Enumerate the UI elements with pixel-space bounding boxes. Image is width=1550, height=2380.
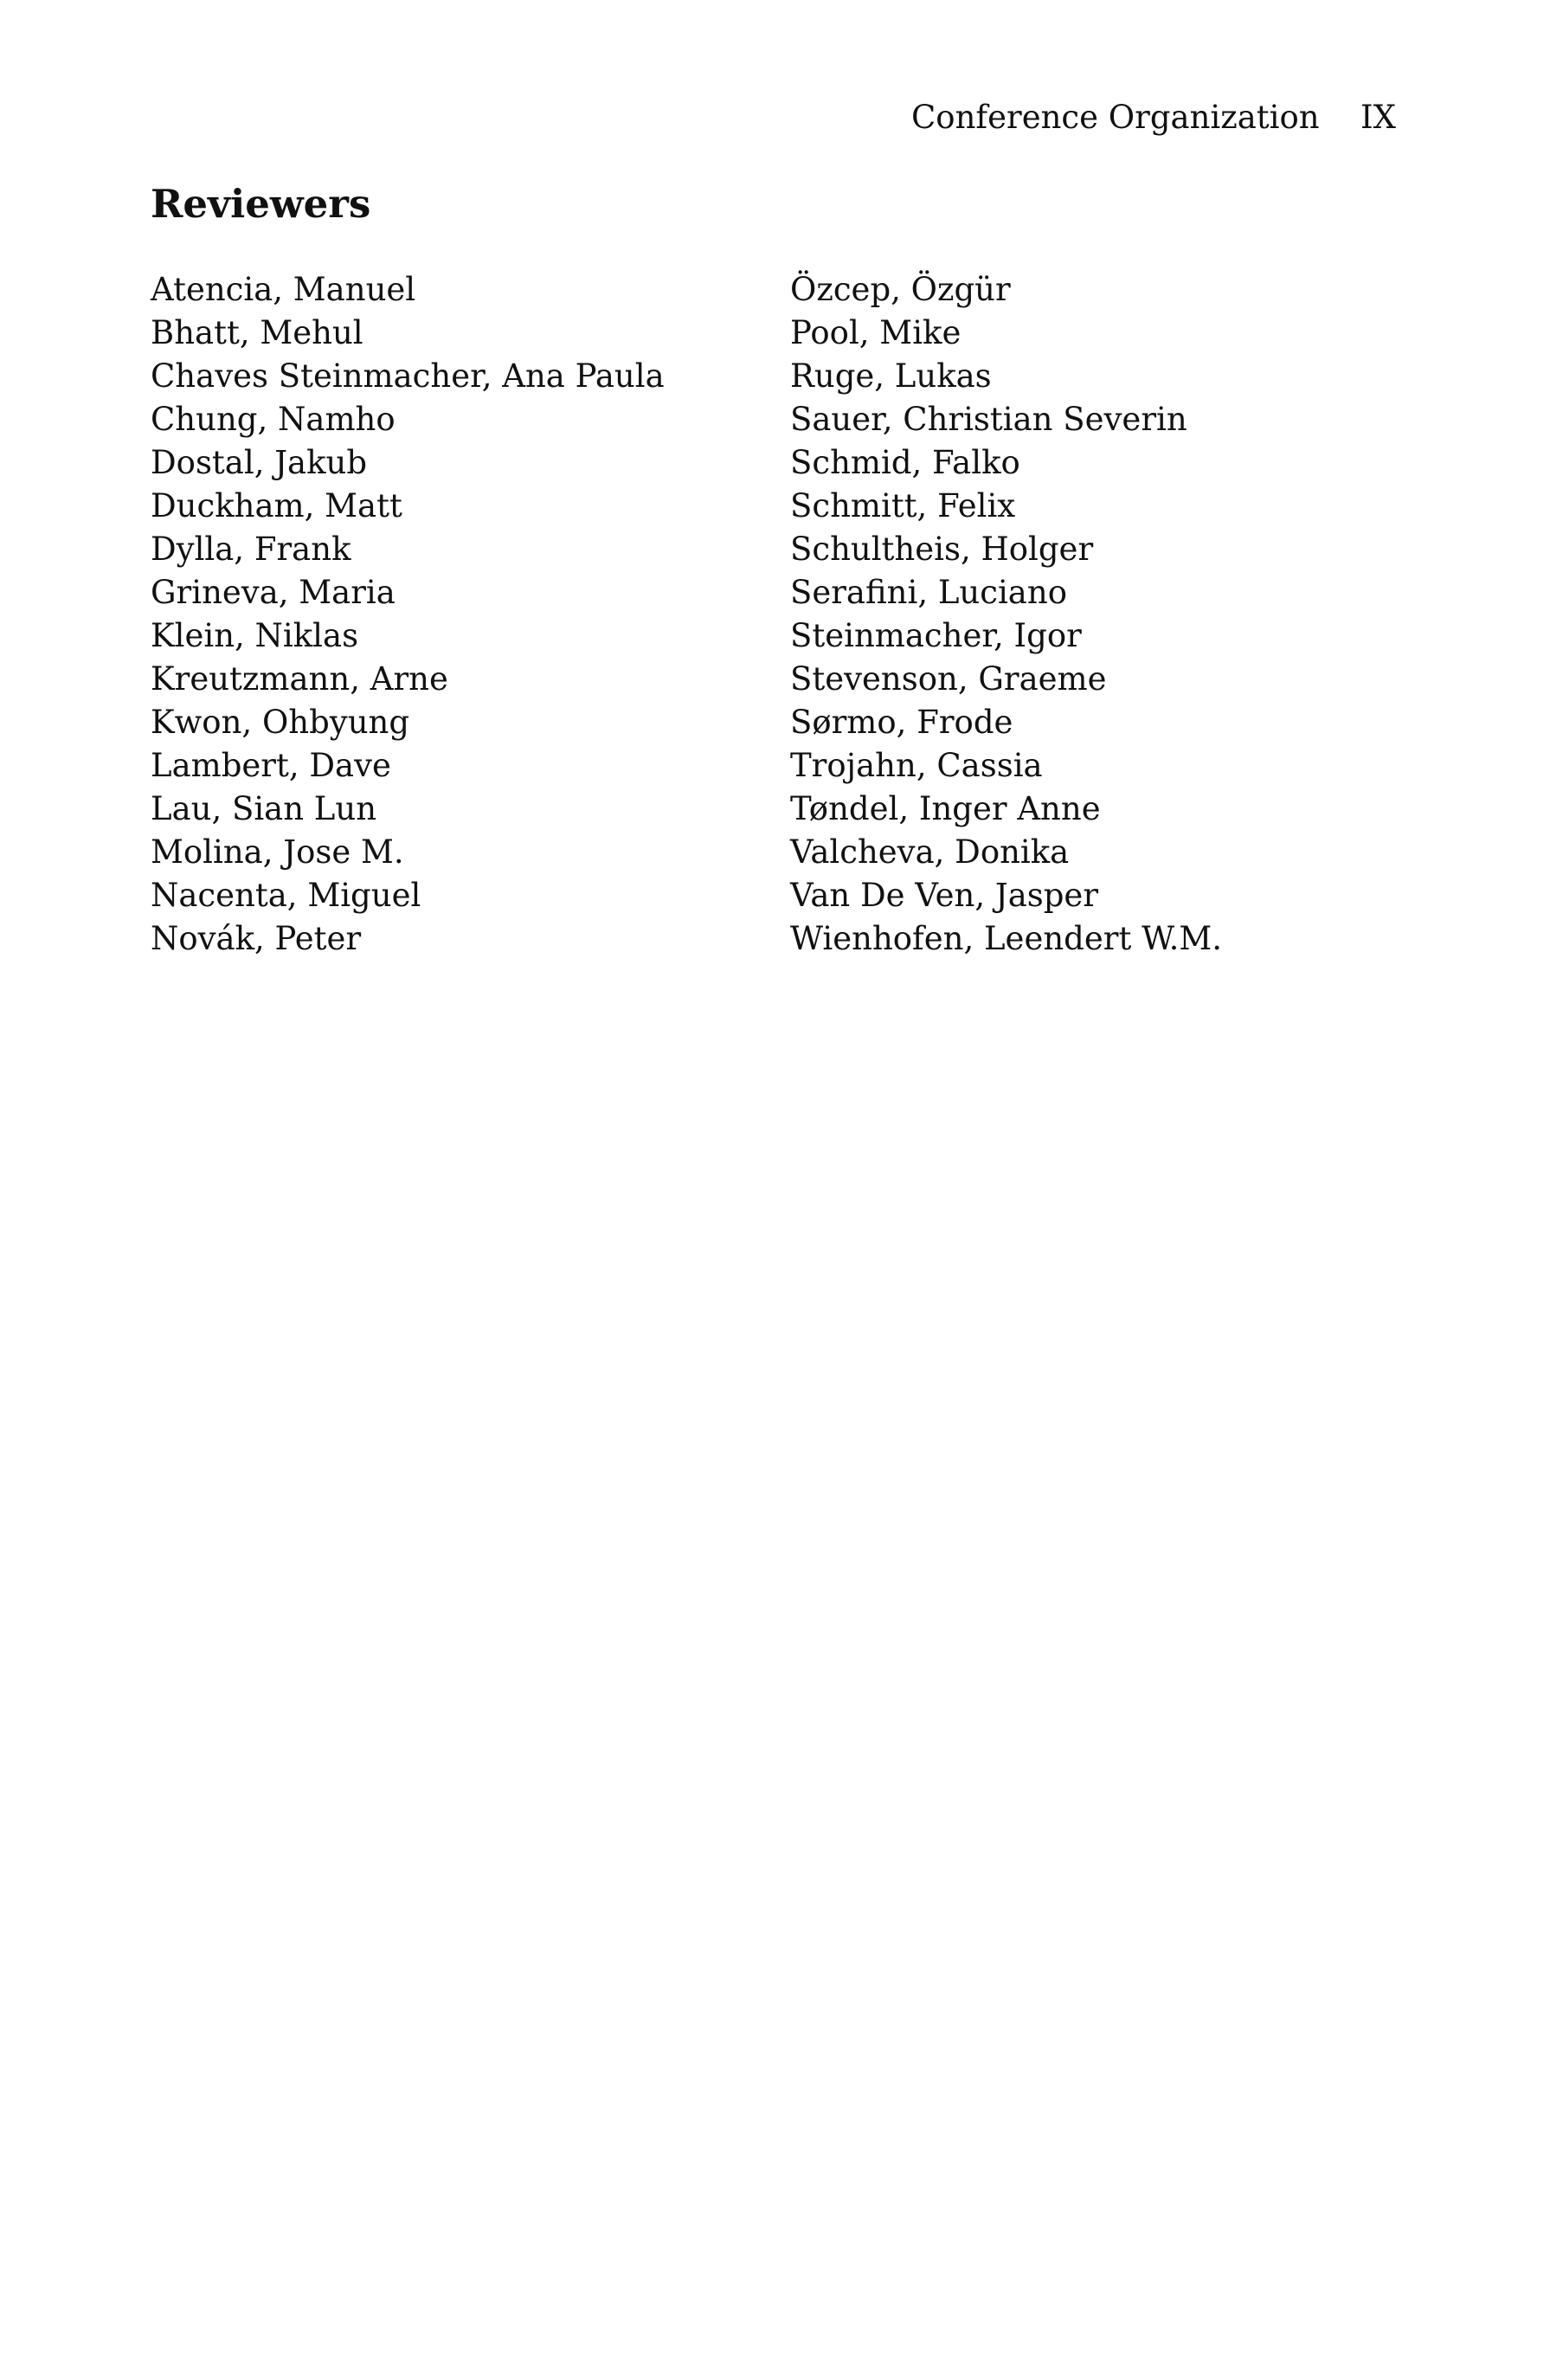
reviewer-name: Tøndel, Inger Anne	[790, 790, 1101, 827]
reviewer-name: Wienhofen, Leendert W.M.	[790, 920, 1223, 957]
section-heading: Reviewers	[151, 181, 371, 227]
reviewer-list-left	[151, 268, 665, 961]
reviewer-name: Lau, Sian Lun	[151, 790, 377, 827]
reviewer-name: Sauer, Christian Severin	[790, 401, 1187, 438]
reviewer-name: Sørmo, Frode	[790, 704, 1013, 741]
reviewer-name: Pool, Mike	[790, 314, 962, 351]
reviewer-name: Chung, Namho	[151, 401, 396, 438]
reviewer-name: Serafini, Luciano	[790, 574, 1067, 611]
reviewer-name: Steinmacher, Igor	[790, 617, 1082, 654]
reviewer-name: Nacenta, Miguel	[151, 877, 421, 914]
reviewer-name: Atencia, Manuel	[151, 271, 416, 308]
reviewer-name: Kwon, Ohbyung	[151, 704, 410, 741]
running-head	[911, 97, 1396, 138]
reviewer-name: Dostal, Jakub	[151, 444, 368, 481]
reviewer-name: Schmitt, Felix	[790, 487, 1016, 524]
reviewer-name: Valcheva, Donika	[790, 833, 1070, 871]
page-number: IX	[1360, 99, 1396, 136]
reviewer-name: Lambert, Dave	[151, 747, 391, 784]
reviewer-name: Schultheis, Holger	[790, 531, 1094, 568]
reviewer-name: Chaves Steinmacher, Ana Paula	[151, 357, 665, 395]
reviewer-name: Özcep, Özgür	[790, 271, 1011, 308]
reviewer-name: Klein, Niklas	[151, 617, 359, 654]
reviewer-name: Novák, Peter	[151, 920, 362, 957]
reviewer-name: Stevenson, Graeme	[790, 660, 1107, 698]
reviewer-name: Dylla, Frank	[151, 531, 351, 568]
reviewer-name: Kreutzmann, Arne	[151, 660, 448, 698]
running-title: Conference Organization	[911, 99, 1320, 136]
reviewer-name: Grineva, Maria	[151, 574, 396, 611]
reviewer-name: Duckham, Matt	[151, 487, 402, 524]
reviewer-name: Schmid, Falko	[790, 444, 1020, 481]
reviewer-name: Van De Ven, Jasper	[790, 877, 1099, 914]
reviewer-list-right	[790, 268, 1222, 961]
reviewer-name: Molina, Jose M.	[151, 833, 404, 871]
reviewer-name: Bhatt, Mehul	[151, 314, 363, 351]
reviewer-name: Ruge, Lukas	[790, 357, 992, 395]
reviewer-name: Trojahn, Cassia	[790, 747, 1043, 784]
